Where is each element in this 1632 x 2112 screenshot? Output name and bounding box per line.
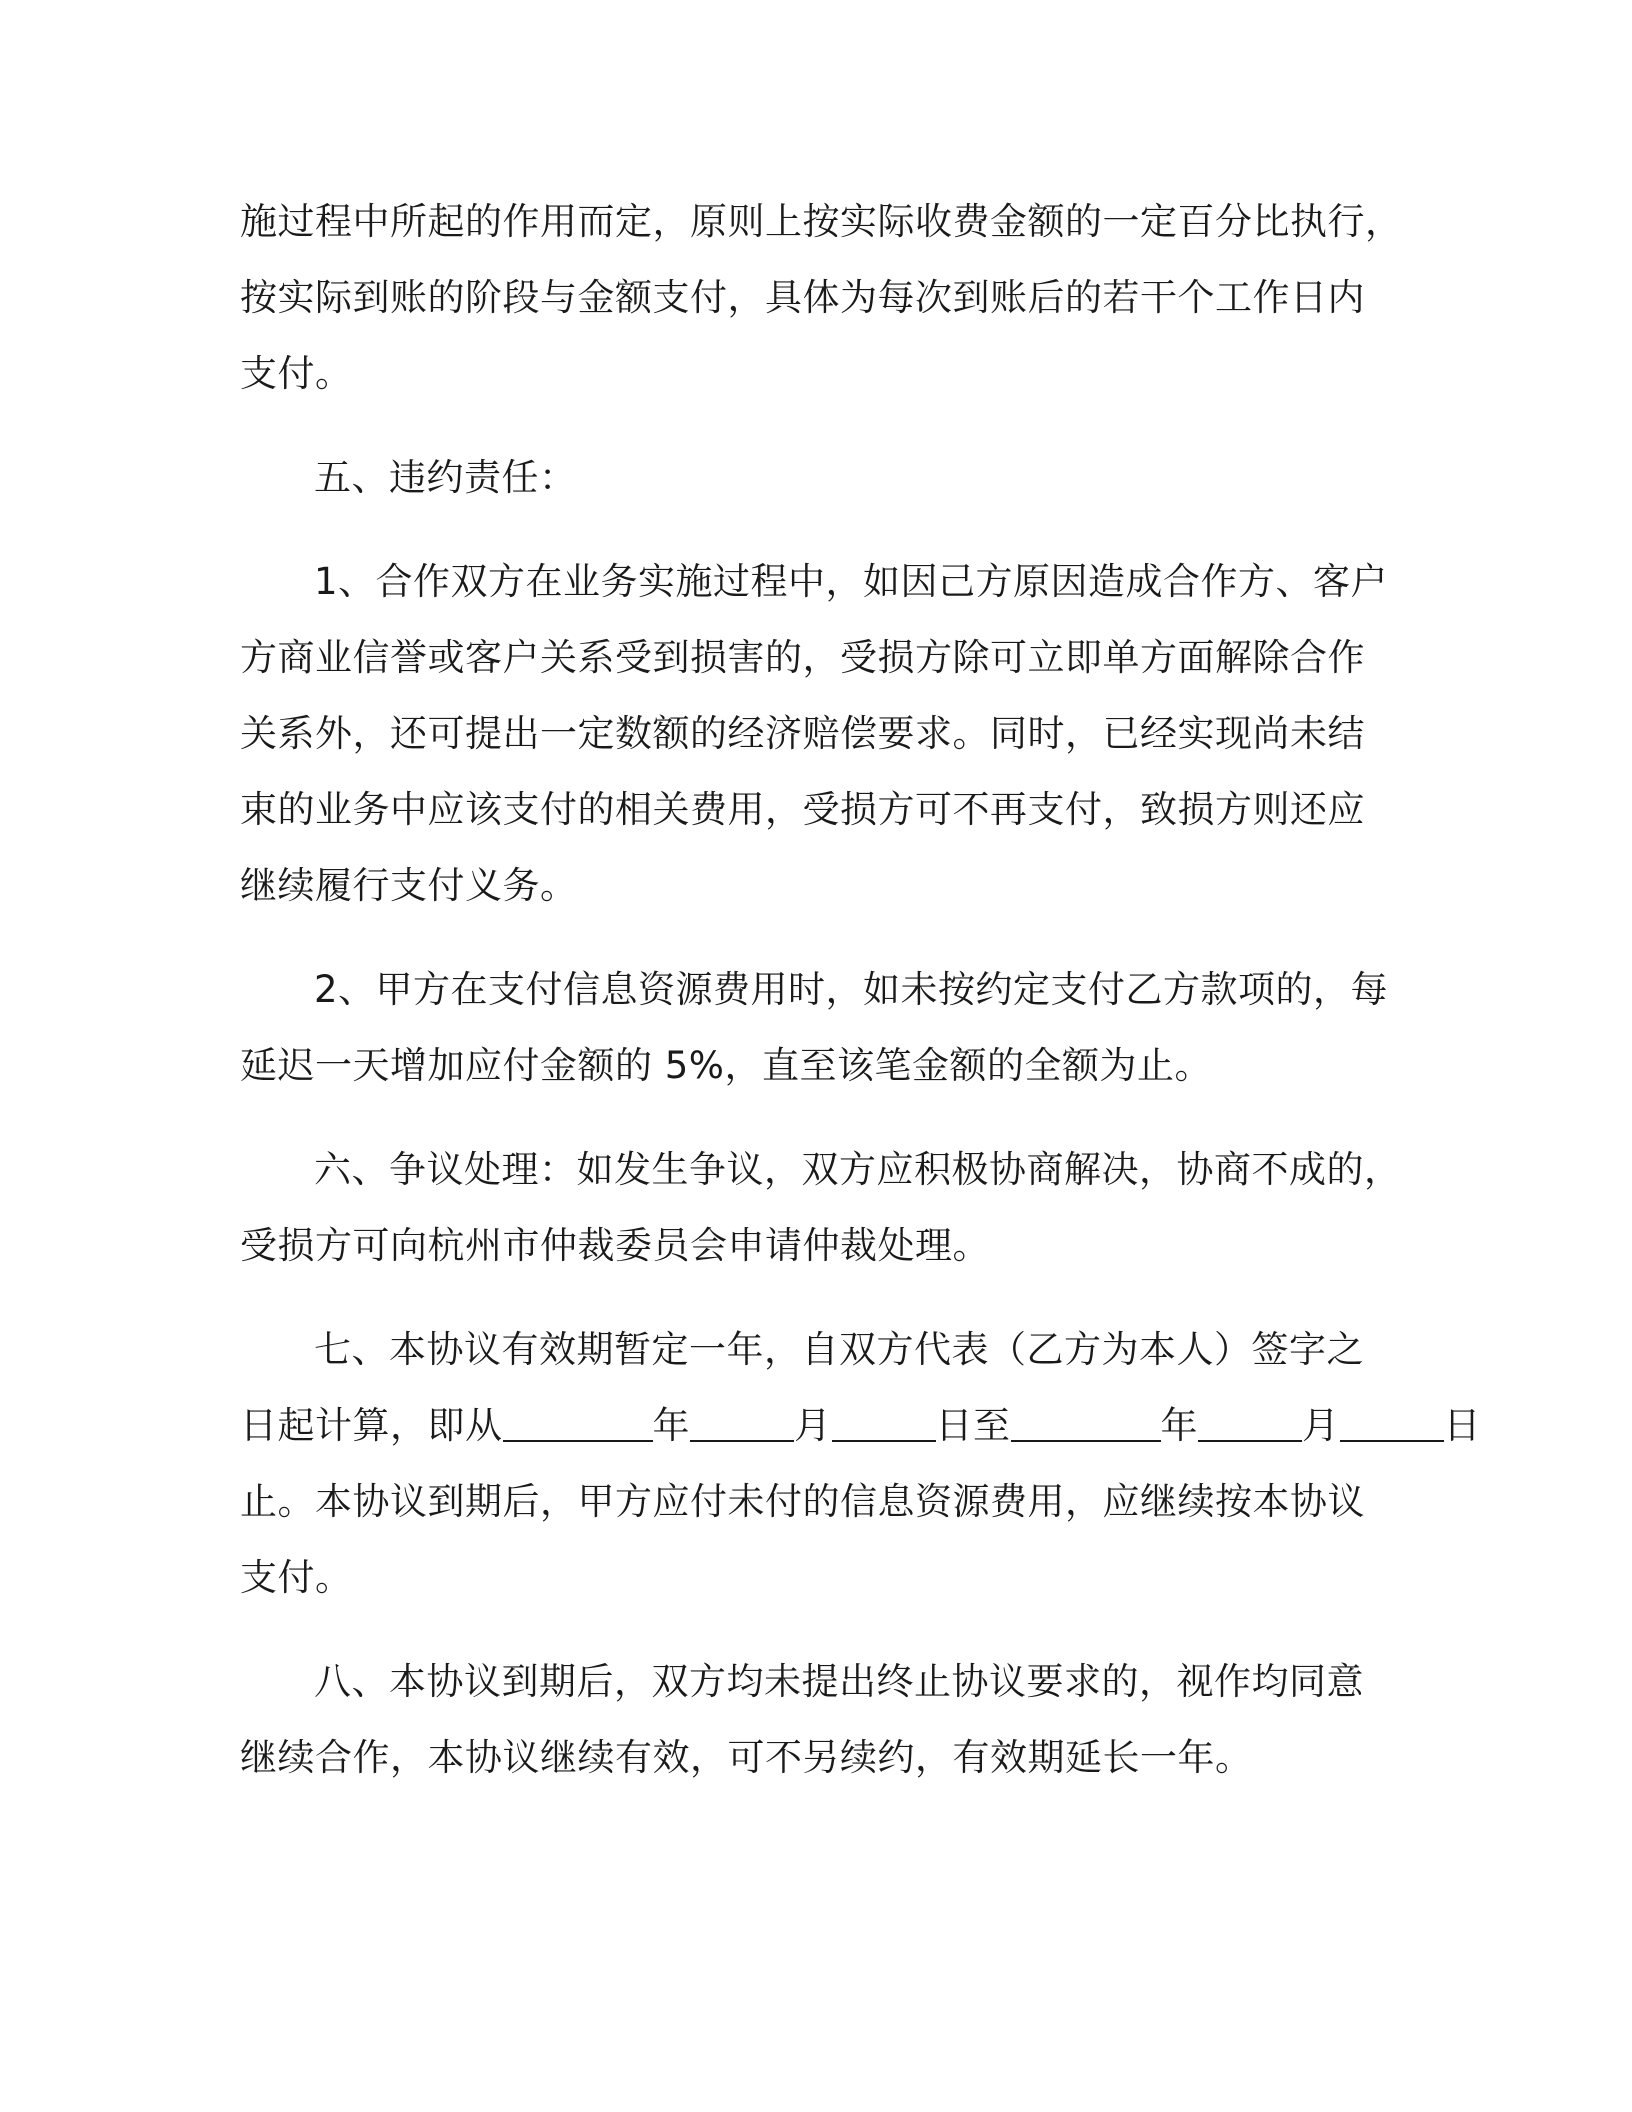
section-dispute-line-2: 受损方可向杭州市仲裁委员会申请仲裁处理。 bbox=[240, 1224, 990, 1267]
section-heading-breach: 五、违约责任： bbox=[314, 456, 577, 499]
para-intro-line-2: 按实际到账的阶段与金额支付，具体为每次到账后的若干个工作日内 bbox=[240, 276, 1365, 319]
start-year-blank bbox=[503, 1404, 653, 1442]
end-year-blank bbox=[1011, 1404, 1161, 1442]
para-intro-line-1: 施过程中所起的作用而定，原则上按实际收费金额的一定百分比执行， bbox=[240, 200, 1403, 243]
end-day-label: 日 bbox=[1443, 1404, 1481, 1447]
section-term-line-3: 止。本协议到期后，甲方应付未付的信息资源费用，应继续按本协议 bbox=[240, 1480, 1365, 1523]
clause-1-line-1: 1、合作双方在业务实施过程中，如因己方原因造成合作方、客户 bbox=[314, 560, 1389, 603]
clause-1-line-3: 关系外，还可提出一定数额的经济赔偿要求。同时，已经实现尚未结 bbox=[240, 712, 1365, 755]
section-renewal-line-2: 继续合作，本协议继续有效，可不另续约，有效期延长一年。 bbox=[240, 1736, 1253, 1779]
start-month-label: 月 bbox=[794, 1404, 832, 1447]
start-year-label: 年 bbox=[652, 1404, 690, 1447]
end-month-label: 月 bbox=[1302, 1404, 1340, 1447]
end-day-blank bbox=[1340, 1404, 1444, 1442]
section-term-date-line bbox=[240, 1400, 1481, 1452]
section-term-line-4: 支付。 bbox=[240, 1556, 353, 1599]
clause-1-line-4: 束的业务中应该支付的相关费用，受损方可不再支付，致损方则还应 bbox=[240, 788, 1365, 831]
start-day-blank bbox=[832, 1404, 936, 1442]
section-dispute-line-1: 六、争议处理：如发生争议，双方应积极协商解决，协商不成的， bbox=[314, 1148, 1402, 1191]
start-day-label: 日至 bbox=[935, 1404, 1011, 1447]
clause-1-line-2: 方商业信誉或客户关系受到损害的，受损方除可立即单方面解除合作 bbox=[240, 636, 1365, 679]
date-prefix: 日起计算，即从 bbox=[240, 1404, 503, 1447]
para-intro-line-3: 支付。 bbox=[240, 352, 353, 395]
end-year-label: 年 bbox=[1160, 1404, 1198, 1447]
section-renewal-line-1: 八、本协议到期后，双方均未提出终止协议要求的，视作均同意 bbox=[314, 1660, 1364, 1703]
clause-1-line-5: 继续履行支付义务。 bbox=[240, 864, 578, 907]
start-month-blank bbox=[690, 1404, 794, 1442]
clause-2-line-1: 2、甲方在支付信息资源费用时，如未按约定支付乙方款项的，每 bbox=[314, 968, 1389, 1011]
section-term-line-1: 七、本协议有效期暂定一年，自双方代表（乙方为本人）签字之 bbox=[314, 1328, 1364, 1371]
clause-2-line-2: 延迟一天增加应付金额的 5%，直至该笔金额的全额为止。 bbox=[240, 1044, 1212, 1087]
end-month-blank bbox=[1198, 1404, 1302, 1442]
